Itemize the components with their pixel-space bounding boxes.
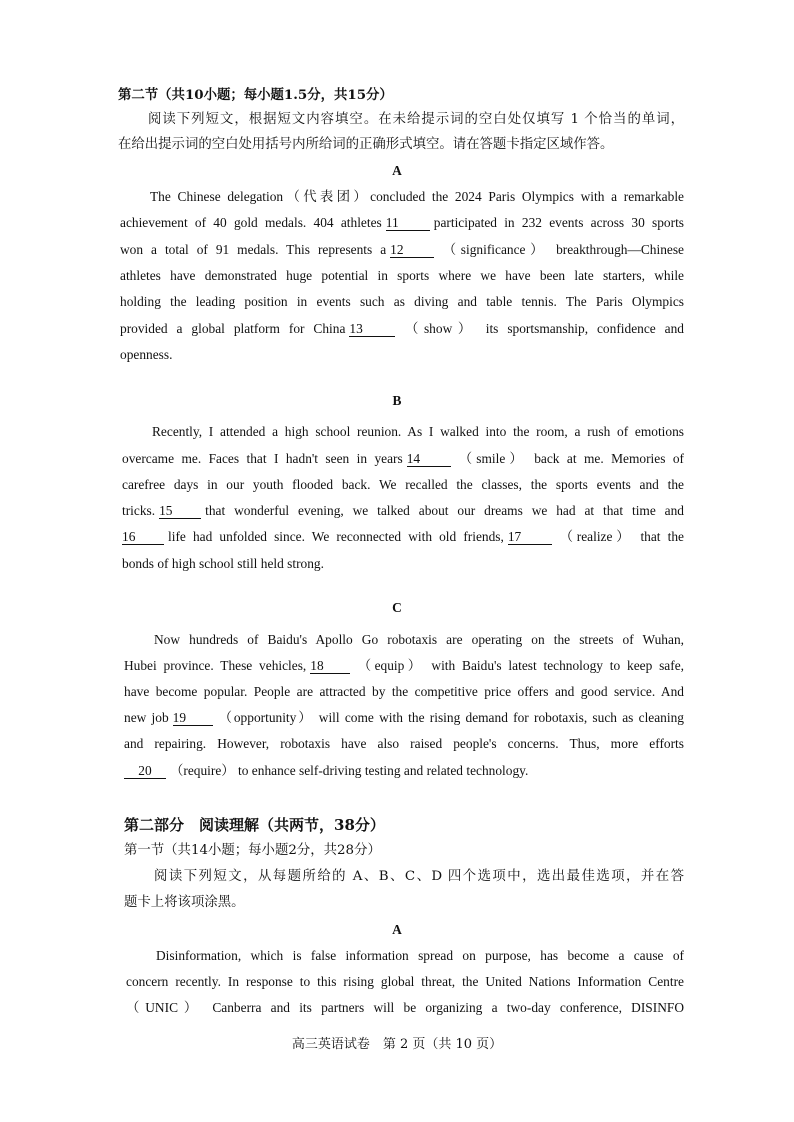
section-title: 第二节（共10小题；每小题1.5分，共15分） xyxy=(118,87,393,103)
blank-16: 16 xyxy=(122,529,164,545)
part-2-subtitle: 第一节（共14小题；每小题2分，共28分） xyxy=(124,843,381,858)
passage-b-line-4 xyxy=(122,502,684,520)
passage-a-letter: A xyxy=(392,163,402,178)
passage-b-line-1: Recently, I attended a high school reunion. As I walked into the room, a rush of emotions xyxy=(152,424,684,439)
passage-a-line-4: athletes have demonstrated huge potential in sports where we have been late starters, while xyxy=(120,268,684,283)
text: （show） its sportsmanship, confidence and xyxy=(399,321,684,336)
text: （opportunity） will come with the rising demand for robotaxis, such as cleaning xyxy=(216,710,684,725)
text: achievement of 40 gold medals. 404 athletes xyxy=(120,215,382,230)
text: （require） to enhance self-driving testing and related technology. xyxy=(170,763,529,778)
passage-c-line-5: and repairing. However, robotaxis have also raised people's concerns. Thus, more efforts xyxy=(124,736,684,751)
passage-c-letter: C xyxy=(392,600,402,615)
blank-13: 13 xyxy=(349,321,395,337)
blank-17: 17 xyxy=(508,529,552,545)
text: participated in 232 events across 30 sports xyxy=(433,215,685,230)
reading-passage-a-line-1: Disinformation, which is false information spread on purpose, has become a cause of xyxy=(156,948,684,963)
text: （significance） breakthrough—Chinese xyxy=(438,242,684,257)
section-instruction-line-2: 在给出提示词的空白处用括号内所给词的正确形式填空。请在答题卡指定区域作答。 xyxy=(118,137,614,152)
text: （smile） back at me. Memories of xyxy=(454,451,684,466)
passage-b-line-5 xyxy=(122,528,684,546)
passage-a-line-3 xyxy=(120,241,684,259)
blank-15: 15 xyxy=(159,503,201,519)
passage-b-line-3: carefree days in our youth flooded back. We recalled the classes, the sports events and the xyxy=(122,477,684,492)
passage-b-line-2 xyxy=(122,450,684,468)
text: （realize） that the xyxy=(555,529,684,544)
text: overcame me. Faces that I hadn't seen in years xyxy=(122,451,403,466)
blank-14: 14 xyxy=(407,451,451,467)
section-instruction-line-1: 阅读下列短文，根据短文内容填空。在未给提示词的空白处仅填写 1 个恰当的单词， xyxy=(148,112,684,127)
passage-b-line-6: bonds of high school still held strong. xyxy=(122,556,324,571)
passage-c-line-1: Now hundreds of Baidu's Apollo Go robotaxis are operating on the streets of Wuhan, xyxy=(154,632,684,647)
text: life had unfolded since. We reconnected with old friends, xyxy=(168,529,504,544)
passage-a-line-1: The Chinese delegation（代表团）concluded the 2024 Paris Olympics with a remarkable xyxy=(150,189,684,204)
part-2-title: 第二部分 阅读理解（共两节，38分） xyxy=(124,816,385,834)
part-2-instruction-line-2: 题卡上将该项涂黑。 xyxy=(124,895,245,910)
passage-c-line-6 xyxy=(124,762,528,780)
text: won a total of 91 medals. This represents a xyxy=(120,242,387,257)
text: （equip） with Baidu's latest technology to keep safe, xyxy=(354,658,684,673)
part-2-instruction-line-1: 阅读下列短文，从每题所给的 A、B、C、D 四个选项中，选出最佳选项，并在答 xyxy=(154,869,684,884)
blank-19: 19 xyxy=(173,710,213,726)
page-footer: 高三英语试卷 第 2 页（共 10 页） xyxy=(291,1037,503,1052)
text: that wonderful evening, we talked about our dreams we had at that time and xyxy=(205,503,684,518)
passage-c-line-2 xyxy=(124,657,684,675)
blank-18: 18 xyxy=(310,658,350,674)
text: new job xyxy=(124,710,169,725)
reading-passage-a-letter: A xyxy=(392,922,402,937)
passage-a-line-5: holding the leading position in events such as diving and table tennis. The Paris Olympics xyxy=(120,294,684,309)
text: tricks. xyxy=(122,503,156,518)
text: Hubei province. These vehicles, xyxy=(124,658,307,673)
passage-c-line-3: have become popular. People are attracted by the competitive price offers and good service. And xyxy=(124,684,684,699)
blank-11: 11 xyxy=(386,215,430,231)
passage-a-line-2 xyxy=(120,214,684,232)
passage-b-letter: B xyxy=(392,393,402,408)
passage-a-line-6 xyxy=(120,320,684,338)
blank-12: 12 xyxy=(390,242,434,258)
passage-a-line-7: openness. xyxy=(120,347,173,362)
reading-passage-a-line-3: （UNIC） Canberra and its partners will be organizing a two-day conference, DISINFO xyxy=(126,1000,684,1015)
blank-20: 20 xyxy=(124,763,166,779)
text: provided a global platform for China xyxy=(120,321,346,336)
reading-passage-a-line-2: concern recently. In response to this rising global threat, the United Nations Information Centre xyxy=(126,974,684,989)
passage-c-line-4 xyxy=(124,709,684,727)
